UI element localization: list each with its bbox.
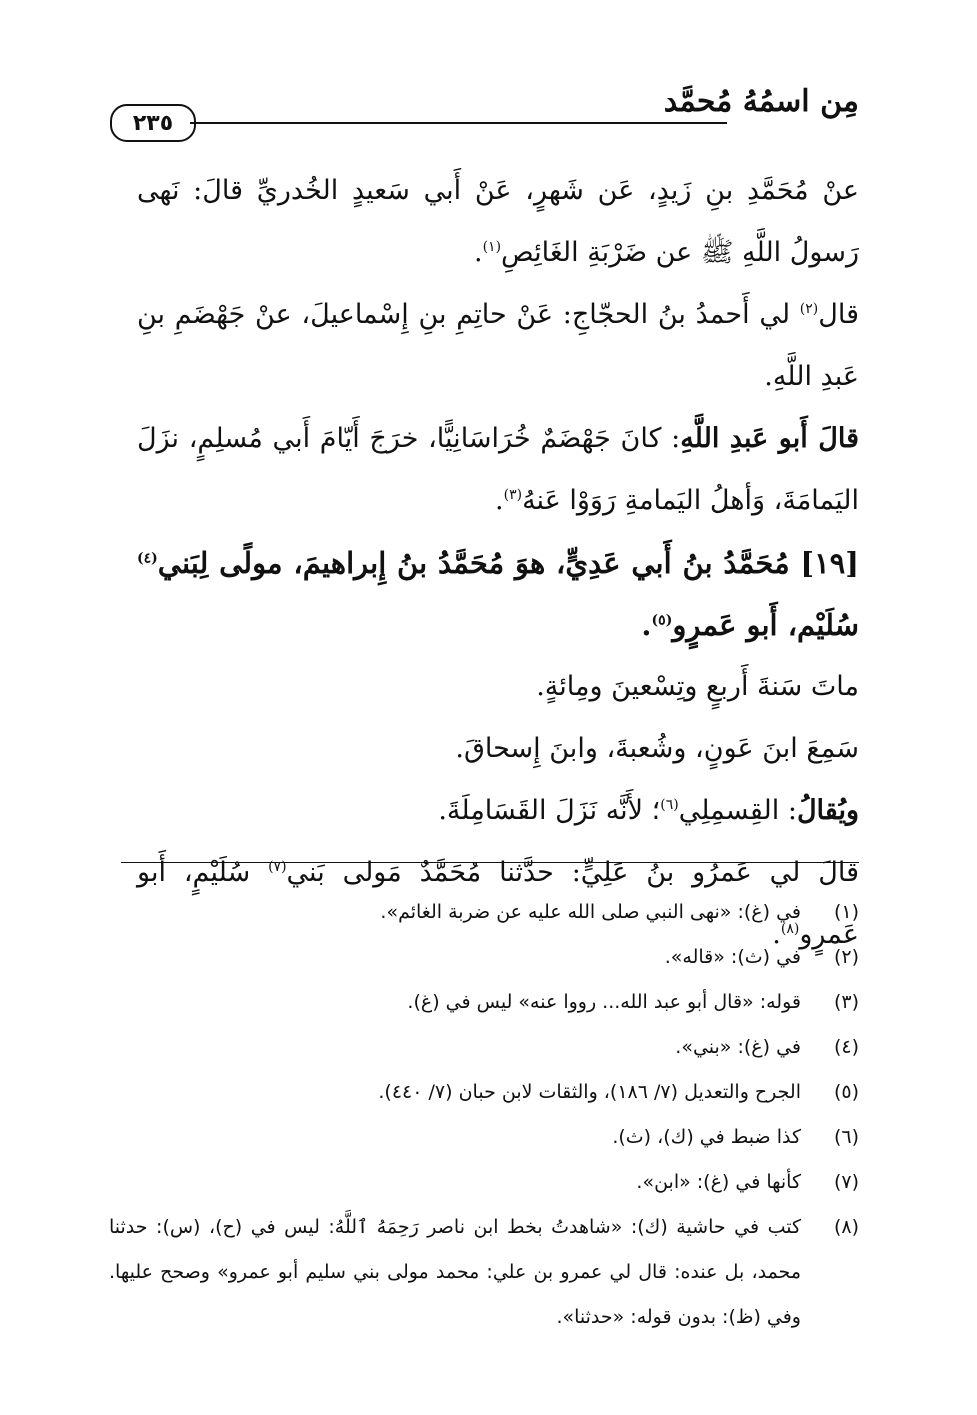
footnote-text: كذا ضبط في (ك)، (ث). (612, 1126, 801, 1148)
p7-a: : القِسمِلِي (678, 795, 797, 826)
footnote-text: كأنها في (غ): «ابن». (636, 1171, 801, 1193)
main-text (137, 160, 859, 966)
footnote (109, 1070, 859, 1115)
footnote-text: في (غ): «بني». (675, 1036, 801, 1058)
footnote-ref-7: (٧) (268, 859, 287, 875)
paragraph-7 (137, 780, 859, 842)
footnote-number: (٢) (833, 946, 859, 968)
footnote-number: (٥) (833, 1081, 859, 1103)
footnote (109, 935, 859, 980)
p4-a: [١٩] مُحَمَّدُ بنُ أَبي عَدِيٍّ، هوَ مُحَمَّدُ بنُ إِبراهيمَ، مولًى لِبَني (157, 546, 859, 580)
footnote-number: (٨) (833, 1216, 859, 1238)
footnote-text: الجرح والتعديل (٧/ ١٨٦)، والثقات لابن حبان (٧/ ٤٤٠). (378, 1081, 801, 1103)
footnote-ref-2: (٢) (799, 301, 819, 317)
paragraph-6: سَمِعَ ابنَ عَونٍ، وشُعبةَ، وابنَ إِسحاقَ. (455, 733, 859, 764)
p3-lead: قالَ أَبو عَبدِ اللَّهِ (680, 423, 859, 454)
page-number: ٢٣٥ (110, 104, 196, 142)
footnote-number: (١) (833, 901, 859, 923)
paragraph-3 (137, 408, 859, 532)
footnote (109, 980, 859, 1025)
paragraph-5: ماتَ سَنةَ أَربعٍ وتِسْعينَ ومِائةٍ. (536, 671, 859, 702)
p4-end: . (641, 608, 652, 642)
footnote-number: (٧) (833, 1171, 859, 1193)
p1-text: عنْ مُحَمَّدِ بنِ زَيدٍ، عَن شَهرٍ، عَنْ أَبي سَعيدٍ الخُدريِّ قالَ: نَهى رَسولُ اللَّهِ ﷺ عن ضَرْبَةِ الغَائِصِ (137, 175, 859, 268)
paragraph-1 (137, 160, 859, 284)
footnote-text: كتب في حاشية (ك): «شاهدتُ بخط ابن ناصر رَحِمَهُ ٱللَّهُ: ليس في (ح)، (س): حدثنا محمد، بل عنده: قال لي عمرو بن علي: محمد مولى بني سليم أبو عمرو» وصحح عليها. وفي (ظ): بدون قوله: «حدثنا». (109, 1216, 801, 1328)
p8-a: قالَ لي عَمرُو بنُ عَلِيٍّ: حدَّثنا مُحَمَّدٌ مَولى بَني (286, 857, 859, 888)
footnotes (109, 890, 859, 1340)
p1-end: . (473, 237, 483, 268)
p7-lead: ويُقالُ (796, 795, 859, 826)
footnote (109, 1160, 859, 1205)
footnote-ref-4: (٤) (137, 550, 158, 567)
paragraph-2 (137, 284, 859, 408)
p4-b: سُلَيْم، أَبو عَمرٍو (672, 608, 859, 642)
footnote-text: في (ث): «قاله». (664, 946, 801, 968)
p8-end: . (772, 919, 781, 950)
footnote-text: في (غ): «نهى النبي صلى الله عليه عن ضربة الغائم». (380, 901, 801, 923)
footnote (109, 1205, 859, 1340)
p7-b: ؛ لأَنَّه نَزَلَ القَسَامِلَةَ. (438, 795, 661, 826)
footnote-text: قوله: «قال أبو عبد الله... رووا عنه» ليس في (غ). (407, 991, 801, 1013)
footnote (109, 890, 859, 935)
footnote-ref-1: (١) (482, 239, 502, 255)
footnote-ref-3: (٣) (503, 487, 523, 503)
p3-end: . (495, 485, 504, 516)
footnote-ref-6: (٦) (660, 797, 679, 813)
footnote (109, 1115, 859, 1160)
footnote-number: (٣) (833, 991, 859, 1013)
header-rule (190, 122, 727, 124)
p3-text: : كانَ جَهْضَمٌ خُرَاسَانِيًّا، خرَجَ أَيّامَ أَبي مُسلِمٍ، نزَلَ اليَمامَةَ، وَأهلُ اليَمامةِ رَوَوْا عَنهُ (137, 423, 859, 516)
footnote (109, 1025, 859, 1070)
running-title: مِن اسمُهُ مُحمَّد (663, 84, 859, 119)
p8-b: سُلَيْمٍ، أَبو عَمرٍو (137, 857, 859, 950)
footnote-number: (٤) (833, 1036, 859, 1058)
p2-a: قال (818, 299, 859, 330)
footnote-number: (٦) (833, 1126, 859, 1148)
p2-b: لي أَحمدُ بنُ الحجّاجِ: عَنْ حاتِمِ بنِ إِسْماعيلَ، عنْ جَهْضَمِ بنِ عَبدِ اللَّهِ. (137, 299, 859, 392)
entry-heading (137, 532, 859, 656)
footnote-rule (121, 862, 859, 863)
footnote-ref-5: (٥) (651, 612, 673, 629)
footnote-ref-8: (٨) (780, 921, 800, 937)
